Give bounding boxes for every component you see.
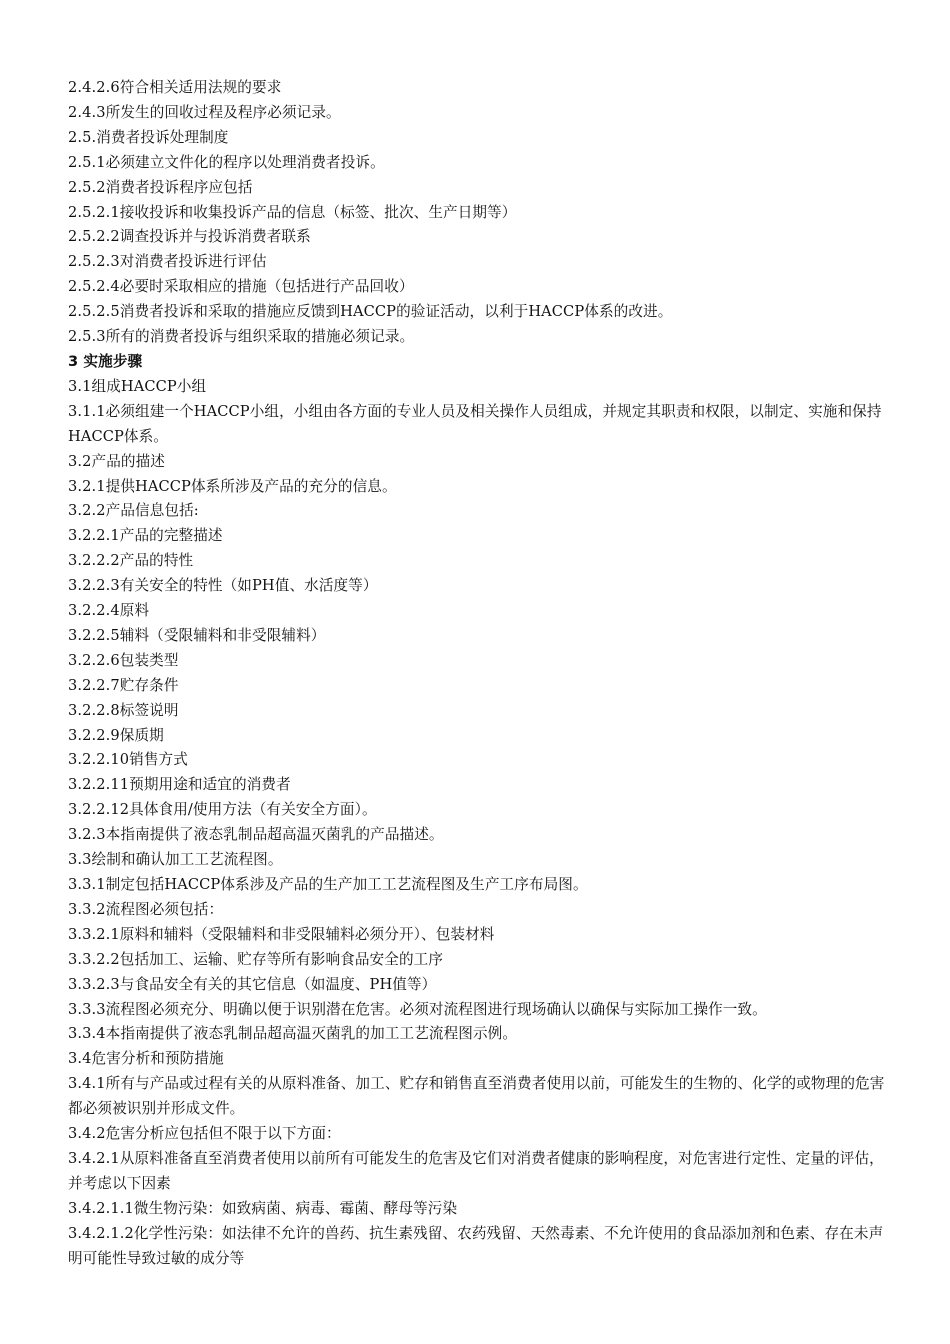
paragraph-line: 2.4.2.6符合相关适用法规的要求 xyxy=(68,79,282,96)
paragraph-line: 3.2.2.3有关安全的特性（如PH值、水活度等） xyxy=(68,577,378,595)
paragraph-line: 3.2.1提供HACCP体系所涉及产品的充分的信息。 xyxy=(68,477,397,495)
paragraph-line: 3.3绘制和确认加工工艺流程图。 xyxy=(68,851,283,869)
paragraph-line: 3.2.2.6包装类型 xyxy=(68,651,179,669)
document-body xyxy=(68,76,888,1272)
paragraph-line: 3.2.2.7贮存条件 xyxy=(68,676,179,694)
paragraph-line: 2.5.1必须建立文件化的程序以处理消费者投诉。 xyxy=(68,153,385,171)
paragraph-line: 3.1.1必须组建一个HACCP小组，小组由各方面的专业人员及相关操作人员组成，并规定其职责和权限，以制定、实施和保持HACCP体系。 xyxy=(68,402,882,445)
paragraph-line: 3.2.2产品信息包括: xyxy=(68,502,199,520)
paragraph-line: 2.5.2.1接收投诉和收集投诉产品的信息（标签、批次、生产日期等） xyxy=(68,203,517,221)
paragraph-line: 3.3.2流程图必须包括： xyxy=(68,900,224,918)
paragraph-line: 3.3.2.3与食品安全有关的其它信息（如温度、PH值等） xyxy=(68,975,437,993)
paragraph-line: 2.4.3所发生的回收过程及程序必须记录。 xyxy=(68,103,341,121)
paragraph-line: 3.3.2.1原料和辅料（受限辅料和非受限辅料必须分开）、包装材料 xyxy=(68,925,495,943)
paragraph-line: 2.5.2消费者投诉程序应包括 xyxy=(68,178,253,196)
paragraph-line: 2.5.2.2调查投诉并与投诉消费者联系 xyxy=(68,228,311,246)
paragraph-line: 2.5.2.3对消费者投诉进行评估 xyxy=(68,253,267,271)
paragraph-line: 3.2.2.5辅料（受限辅料和非受限辅料） xyxy=(68,626,326,644)
paragraph-line: 3.2产品的描述 xyxy=(68,452,165,470)
paragraph-line: 2.5.2.5消费者投诉和采取的措施应反馈到HACCP的验证活动，以利于HACCP体系的改进。 xyxy=(68,303,673,321)
paragraph-line: 3.4.2危害分析应包括但不限于以下方面： xyxy=(68,1125,341,1143)
paragraph-line: 3.2.2.1产品的完整描述 xyxy=(68,527,223,545)
paragraph-line: 3.4.2.1.2化学性污染：如法律不允许的兽药、抗生素残留、农药残留、天然毒素、不允许使用的食品添加剂和色素、存在未声明可能性导致过敏的成分等 xyxy=(68,1224,884,1267)
paragraph-line: 3.2.3本指南提供了液态乳制品超高温灭菌乳的产品描述。 xyxy=(68,826,444,844)
paragraph-line: 3.4.2.1从原料准备直至消费者使用以前所有可能发生的危害及它们对消费者健康的影响程度，对危害进行定性、定量的评估，并考虑以下因素 xyxy=(68,1149,884,1192)
paragraph-line: 2.5.3所有的消费者投诉与组织采取的措施必须记录。 xyxy=(68,328,415,346)
paragraph-line: 3.3.4本指南提供了液态乳制品超高温灭菌乳的加工工艺流程图示例。 xyxy=(68,1025,518,1043)
paragraph-line: 3.2.2.12具体食用/使用方法（有关安全方面）。 xyxy=(68,801,377,819)
paragraph-line: 2.5.2.4必要时采取相应的措施（包括进行产品回收） xyxy=(68,278,414,296)
paragraph-line: 2.5.消费者投诉处理制度 xyxy=(68,128,229,146)
paragraph-line: 3.3.2.2包括加工、运输、贮存等所有影响食品安全的工序 xyxy=(68,950,444,968)
paragraph-line: 3.2.2.9保质期 xyxy=(68,726,164,744)
paragraph-line: 3.4.2.1.1微生物污染：如致病菌、病毒、霉菌、酵母等污染 xyxy=(68,1199,458,1217)
paragraph-line: 3.4危害分析和预防措施 xyxy=(68,1050,224,1068)
paragraph-line: 3.4.1所有与产品或过程有关的从原料准备、加工、贮存和销售直至消费者使用以前，可能发生的生物的、化学的或物理的危害都必须被识别并形成文件。 xyxy=(68,1075,885,1118)
paragraph-line: 3.2.2.4原料 xyxy=(68,602,150,620)
paragraph-line: 3.2.2.10销售方式 xyxy=(68,751,188,769)
section-heading: 3 实施步骤 xyxy=(68,352,143,370)
paragraph-line: 3.3.1制定包括HACCP体系涉及产品的生产加工工艺流程图及生产工序布局图。 xyxy=(68,876,588,893)
paragraph-line: 3.2.2.2产品的特性 xyxy=(68,552,194,570)
paragraph-line: 3.3.3流程图必须充分、明确以便于识别潜在危害。必须对流程图进行现场确认以确保与实际加工操作一致。 xyxy=(68,1000,767,1018)
paragraph-line: 3.2.2.11预期用途和适宜的消费者 xyxy=(68,776,291,794)
paragraph-line: 3.2.2.8标签说明 xyxy=(68,701,179,719)
paragraph-line: 3.1组成HACCP小组 xyxy=(68,377,207,395)
